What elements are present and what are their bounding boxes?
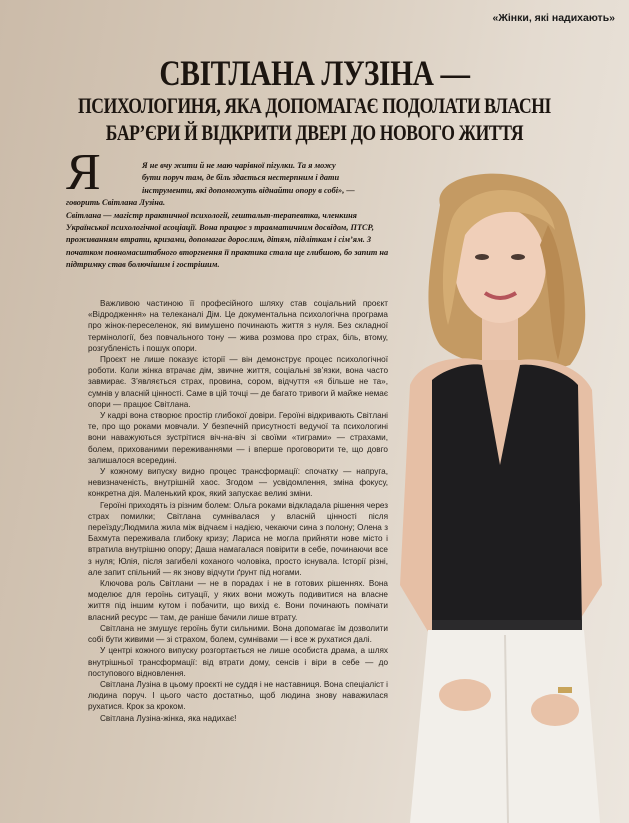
intro-lead <box>66 160 396 272</box>
body-paragraph: Світлана Лузіна в цьому проєкті не суддя і не наставниця. Вона спеціаліст і людина поруч. І цього часто достатньо, щоб людина знову наважилася рухатися. Крок за кроком. <box>88 679 388 712</box>
subtitle-line-2: БАР’ЄРИ Й ВІДКРИТИ ДВЕРІ ДО НОВОГО ЖИТТЯ <box>105 120 524 145</box>
intro-quote-line-1: Я не вчу жити й не маю чарівної пігулки. Та я можу <box>142 161 336 170</box>
body-paragraph: Світлана не змушує героїнь бути сильними. Вона допомагає їм дозволити собі бути живими — зі страхом, болем, сумнівами — і все ж рухатися далі. <box>88 623 388 645</box>
body-paragraph: Проєкт не лише показує історії — він демонструє процес психологічної роботи. Коли жінка втрачає дім, звичне життя, соціальні зв’язки, вона часто завмирає. З’являється страх, провина, сором, відчуття «я більше не та», сумнів у власній цінності. Саме в цій точці — де багато тривоги й майже немає опори — працює Світлана. <box>88 355 388 409</box>
body-paragraph: Світлана Лузіна-жінка, яка надихає! <box>100 713 237 723</box>
intro-quote-line-3: інструменти, які допоможуть віднайти опору в собі», — <box>142 185 355 195</box>
body-paragraph: У кадрі вона створює простір глибокої довіри. Героїні відкривають Світлані те, про що роками мовчали. У безпечній присутності ведучої та психологині вони наважуються зустрітися віч-на-віч зі своїми «тиграми» — страхами, болем, прихованими переживаннями — і вперше проговорити те, що довго залишалося всередині. <box>88 411 388 465</box>
body-paragraph: У центрі кожного випуску розгортається не лише особиста драма, а шлях внутрішньої трансформації: від втрати дому, сенсів і віри в себе — до поступового відновлення. <box>88 646 388 678</box>
drop-cap: Я <box>66 144 101 201</box>
section-tag: «Жінки, які надихають» <box>492 12 615 24</box>
body-paragraph: У кожному випуску видно процес трансформації: спочатку — напруга, невизначеність, внутрішній хаос. Згодом — усвідомлення, зміна фокусу, конкретна дія. Маленький крок, який запускає великі зміни. <box>88 467 388 499</box>
portrait-illustration <box>370 165 629 823</box>
intro-attribution: говорить Світлана Лузіна. <box>66 198 166 208</box>
portrait-photo <box>370 165 629 823</box>
headline-subtitle <box>63 92 566 146</box>
intro-bio: Світлана — магістр практичної психології, гештальт-терапевтка, членкиня Української психологічної асоціації. Вона працює з травматичним досвідом, ПТСР, проживанням втрати, кризами, допомагає дорослим, дітям, підліткам і сім’ям. З початком повномасштабного вторгнення її практика стала ще глибшою, бо запит на підтримку став болючішим і гострішим. <box>66 210 389 270</box>
article-body <box>88 298 388 724</box>
body-paragraph: Героїні приходять із різним болем: Ольга роками відкладала рішення через страх помилки; Світлана сумнівалася у власній цінності після переїзду;Людмила жила між відчаєм і надією, чекаючи сина з полону; Олена з Бахмута переживала глибоку кризу; Лариса не могла прийняти нове місто і втратила внутрішню опору; Даша намагалася повірити в себе, починаючи все з нуля; Юлія, після загибелі коханого чоловіка, просто існувала. Історії різні, але запит спільний — як знову відчути ґрунт під ногами. <box>88 500 388 577</box>
body-paragraph: Ключова роль Світлани — не в порадах і не в готових рішеннях. Вона моделює для героїнь ситуації, у яких вони можуть подивитися на власне життя під іншим кутом і побачити, що вихід є. Вони починають помічати власний ресурс — там, де раніше бачили лише втрату. <box>88 579 388 622</box>
headline-name: СВІТЛАНА ЛУЗІНА — <box>159 53 470 93</box>
subtitle-line-1: ПСИХОЛОГИНЯ, ЯКА ДОПОМАГАЄ ПОДОЛАТИ ВЛАСНІ <box>77 93 552 118</box>
intro-quote-line-2: бути поруч там, де біль здається нестерпним і дати <box>142 173 340 183</box>
body-paragraph: Важливою частиною її професійного шляху став соціальний проєкт «Відродження» на телеканалі Дім. Це документальна психологічна програма про жінок-переселенок, які вимушено починають життя з нуля. Без складної термінології, без повчального тону — жива розмова про страх, біль, втому, розгубленість і пошук опори. <box>88 299 388 353</box>
